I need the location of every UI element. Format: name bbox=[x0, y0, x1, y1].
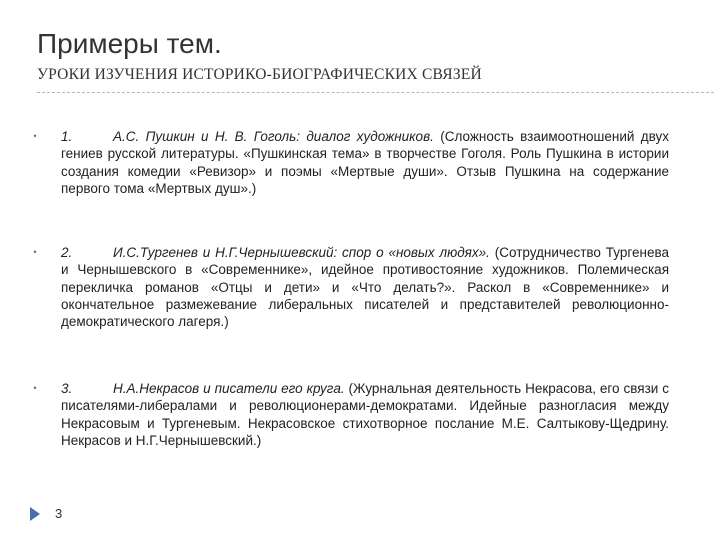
item-heading: А.С. Пушкин и Н. В. Гоголь: диалог художников. bbox=[113, 129, 434, 144]
item-number: 1. bbox=[61, 129, 73, 144]
item-heading: Н.А.Некрасов и писатели его круга. bbox=[113, 381, 345, 396]
slide-subtitle: УРОКИ ИЗУЧЕНИЯ ИСТОРИКО-БИОГРАФИЧЕСКИХ СВЯЗЕЙ bbox=[37, 66, 482, 83]
list-item bbox=[61, 244, 669, 330]
slide-number-marker-icon bbox=[30, 507, 40, 521]
slide-title: Примеры тем. bbox=[37, 28, 222, 59]
bullet-icon: • bbox=[33, 247, 37, 257]
slide-number: 3 bbox=[55, 506, 63, 521]
item-number: 3. bbox=[61, 381, 73, 396]
item-text: (Сотрудничество Тургенева и Чернышевского в «Современнике», идейное противостояние художников. Полемическая перекличка романов «Отцы и дети» и «Что делать?». Раскол в «Современнике» и окончательное размежевание либеральных писателей и представителей революционно-демократического лагеря.) bbox=[61, 245, 669, 330]
list-item bbox=[61, 380, 669, 449]
item-text: (Сложность взаимоотношений двух гениев русской литературы. «Пушкинская тема» в творчестве Гоголя. Роль Пушкина в истории создания комедии «Ревизор» и поэмы «Мертвые души». Отзыв Пушкина на содержание первого тома «Мертвых душ».) bbox=[61, 129, 670, 196]
bullet-icon: • bbox=[33, 131, 37, 141]
bullet-icon: • bbox=[33, 383, 37, 393]
item-text: (Журнальная деятельность Некрасова, его связи с писателями-либералами и революционерами-демократами. Идейные разногласия между Некрасовым и Тургеневым. Некрасовское стихотворное послание М.Е. Салтыкову-Щедрину. Некрасов и Н.Г.Чернышевский.) bbox=[61, 381, 669, 448]
item-heading: И.С.Тургенев и Н.Г.Чернышевский: спор о «новых людях». bbox=[113, 245, 490, 260]
item-number: 2. bbox=[61, 245, 73, 260]
list-item bbox=[61, 128, 669, 197]
dashed-divider bbox=[37, 92, 714, 93]
